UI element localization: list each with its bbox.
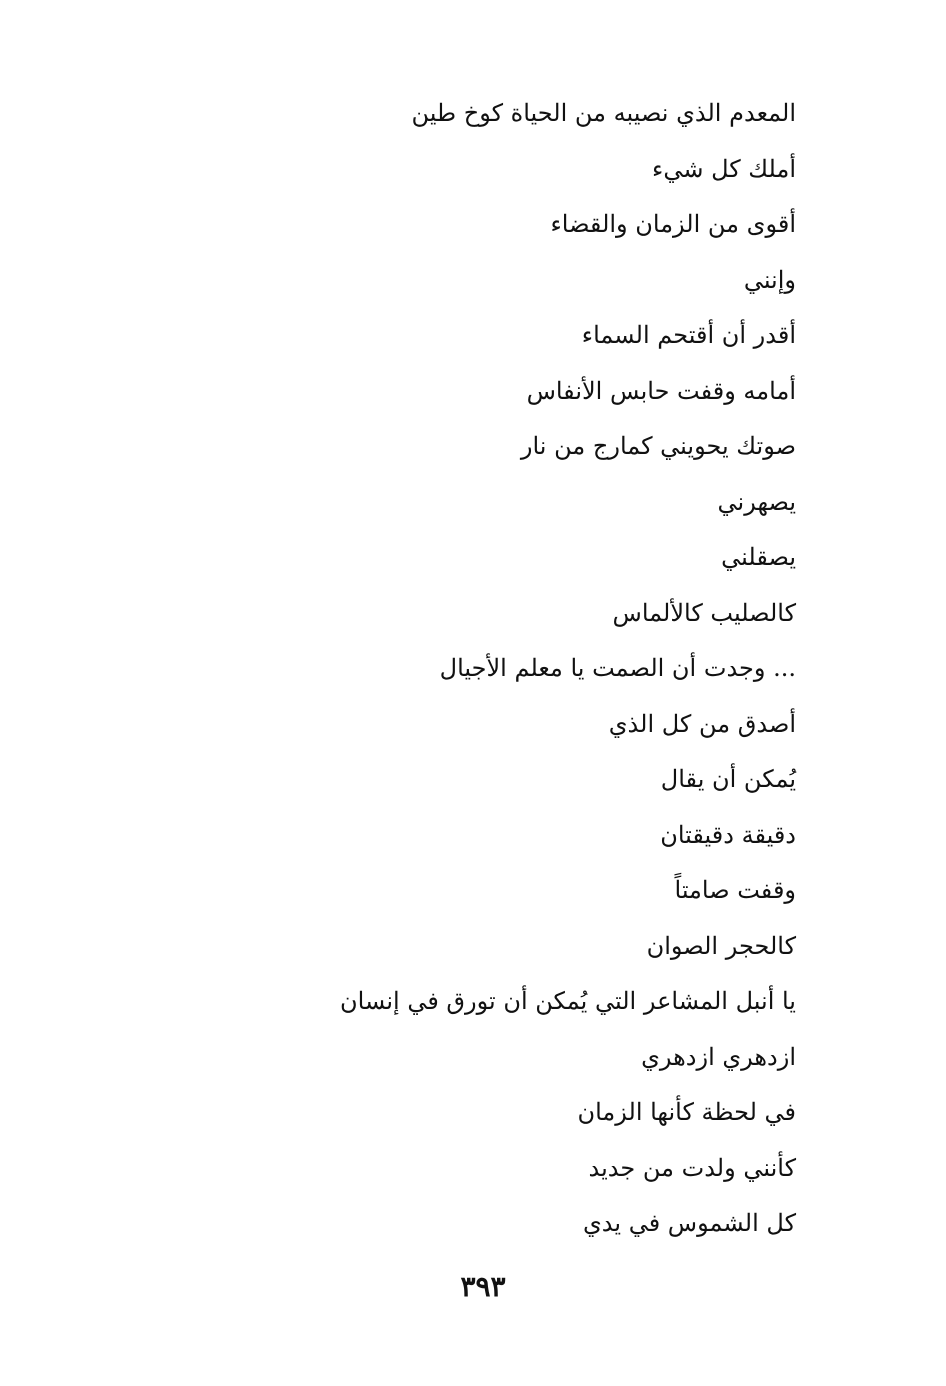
poem-line: أصدق من كل الذي: [608, 709, 796, 738]
poem-line: كأنني ولدت من جديد: [588, 1153, 796, 1182]
poem-line: وقفت صامتاً: [674, 876, 796, 904]
poem-line: يصقلني: [721, 543, 796, 571]
poem-line: ازدهري ازدهري: [641, 1042, 796, 1071]
poem-line: أمامه وقفت حابس الأنفاس: [526, 376, 796, 405]
poem-line: أقدر أن أقتحم السماء: [581, 321, 796, 349]
poem-line: وإنني: [743, 265, 796, 294]
poem-line: دقيقة دقيقتان: [660, 820, 796, 849]
poem-line: المعدم الذي نصيبه من الحياة كوخ طين: [411, 99, 796, 127]
poem-line: كالصليب كالألماس: [612, 598, 796, 627]
poem-text: [236, 90, 796, 1256]
poem-line: يُمكن أن يقال: [660, 765, 796, 793]
poem-line: في لحظة كأنها الزمان: [577, 1098, 796, 1126]
poem-line: كالحجر الصوان: [646, 931, 796, 960]
poem-line: يا أنبل المشاعر التي يُمكن أن تورق في إنسان: [340, 987, 796, 1015]
poem-line: أملك كل شيء: [652, 154, 796, 183]
poem-line: ... وجدت أن الصمت يا معلم الأجيال: [439, 654, 796, 682]
poem-line: يصهرني: [717, 487, 796, 516]
poem-line: أقوى من الزمان والقضاء: [550, 210, 796, 238]
page-number: ٣٩٣: [460, 1270, 506, 1303]
poem-line: صوتك يحويني كمارج من نار: [520, 432, 796, 460]
poem-line: كل الشموس في يدي: [583, 1209, 796, 1237]
